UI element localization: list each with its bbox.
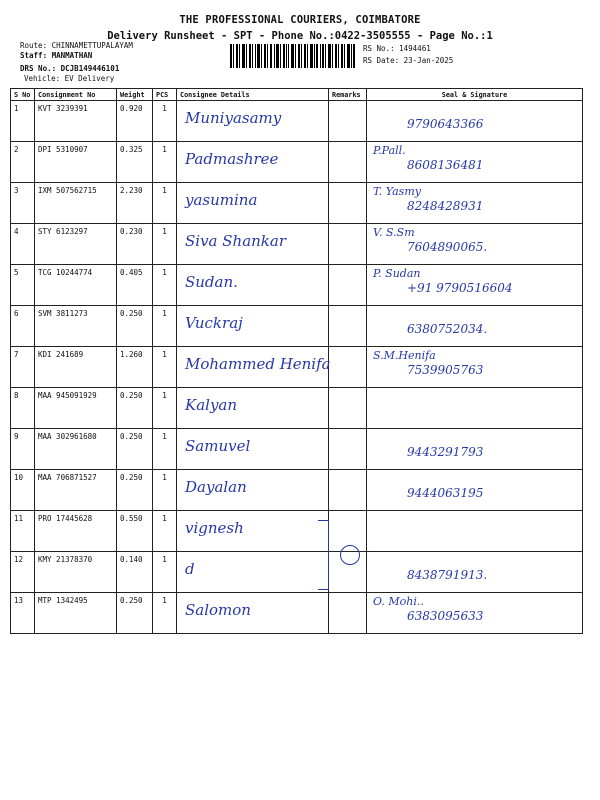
- sno-cell: 2: [11, 142, 35, 183]
- weight-cell: 2.230: [117, 183, 153, 224]
- pcs-cell: 1: [153, 224, 177, 265]
- consignment-number-cell: KMY 21378370: [35, 552, 117, 593]
- remarks-cell: [329, 142, 367, 183]
- signature-cell: [367, 388, 583, 429]
- col-signature-header: Seal & Signature: [367, 89, 583, 101]
- consignee-handwriting: Vuckraj: [185, 314, 243, 332]
- weight-cell: 0.250: [117, 429, 153, 470]
- pcs-cell: 1: [153, 142, 177, 183]
- consignee-handwriting: vignesh: [185, 519, 244, 537]
- consignee-handwriting: Siva Shankar: [185, 232, 287, 250]
- phone-handwriting: +91 9790516604: [407, 281, 513, 295]
- sno-cell: 12: [11, 552, 35, 593]
- phone-handwriting: 9790643366: [407, 117, 484, 131]
- col-pcs-header: PCS: [153, 89, 177, 101]
- weight-cell: 0.250: [117, 470, 153, 511]
- table-row: [11, 511, 583, 552]
- signature-handwriting: P. Sudan: [373, 267, 421, 280]
- pcs-cell: 1: [153, 265, 177, 306]
- rs-number: RS No.: 1494461: [363, 44, 431, 53]
- consignee-cell: [177, 593, 329, 634]
- runsheet-table: [10, 88, 583, 634]
- vehicle-label: Vehicle: EV Delivery: [24, 74, 115, 83]
- table-row: [11, 552, 583, 593]
- signature-cell: [367, 142, 583, 183]
- table-row: [11, 265, 583, 306]
- consignee-handwriting: d: [185, 560, 195, 578]
- consignment-number-cell: MAA 302961680: [35, 429, 117, 470]
- consignment-number-cell: KVT 3239391: [35, 101, 117, 142]
- consignment-number-cell: SVM 3811273: [35, 306, 117, 347]
- remarks-cell: [329, 101, 367, 142]
- col-weight-header: Weight: [117, 89, 153, 101]
- consignee-cell: [177, 347, 329, 388]
- remarks-cell: [329, 224, 367, 265]
- consignee-handwriting: Padmashree: [185, 150, 279, 168]
- signature-cell: [367, 552, 583, 593]
- consignee-handwriting: Salomon: [185, 601, 251, 619]
- weight-cell: 0.920: [117, 101, 153, 142]
- consignee-bracket-mark: [318, 520, 329, 590]
- weight-cell: 0.250: [117, 593, 153, 634]
- table-row: [11, 470, 583, 511]
- consignee-cell: [177, 552, 329, 593]
- pcs-cell: 1: [153, 593, 177, 634]
- consignment-number-cell: MAA 945091929: [35, 388, 117, 429]
- phone-handwriting: 9443291793: [407, 445, 484, 459]
- consignment-number-cell: MTP 1342495: [35, 593, 117, 634]
- signature-handwriting: V. S.Sm: [373, 226, 415, 239]
- consignee-cell: [177, 429, 329, 470]
- sno-cell: 10: [11, 470, 35, 511]
- consignee-handwriting: Kalyan: [185, 396, 238, 414]
- phone-handwriting: 7604890065.: [407, 240, 488, 254]
- consignee-cell: [177, 142, 329, 183]
- col-sno-header: S No: [11, 89, 35, 101]
- signature-cell: [367, 306, 583, 347]
- weight-cell: 0.230: [117, 224, 153, 265]
- signature-cell: [367, 224, 583, 265]
- table-row: [11, 429, 583, 470]
- signature-cell: [367, 593, 583, 634]
- weight-cell: 0.325: [117, 142, 153, 183]
- table-row: [11, 224, 583, 265]
- pcs-cell: 1: [153, 388, 177, 429]
- pcs-cell: 1: [153, 470, 177, 511]
- signature-handwriting: S.M.Henifa: [373, 349, 436, 362]
- col-consignment-header: Consignment No: [35, 89, 117, 101]
- consignee-handwriting: yasumina: [185, 191, 258, 209]
- table-row: [11, 347, 583, 388]
- consignee-cell: [177, 511, 329, 552]
- signature-cell: [367, 183, 583, 224]
- table-header-row: [11, 89, 583, 101]
- runsheet-subtitle: Delivery Runsheet - SPT - Phone No.:0422-3505555 - Page No.:1: [107, 30, 493, 42]
- staff-label: Staff: MANMATHAN: [20, 51, 93, 60]
- consignee-cell: [177, 101, 329, 142]
- sno-cell: 6: [11, 306, 35, 347]
- consignment-number-cell: IXM 507562715: [35, 183, 117, 224]
- remarks-cell: [329, 388, 367, 429]
- consignee-cell: [177, 388, 329, 429]
- table-row: [11, 388, 583, 429]
- consignment-number-cell: STY 6123297: [35, 224, 117, 265]
- phone-handwriting: 6383095633: [407, 609, 484, 623]
- consignee-handwriting: Muniyasamy: [185, 109, 282, 127]
- consignee-handwriting: Sudan.: [185, 273, 238, 291]
- sno-cell: 1: [11, 101, 35, 142]
- consignee-cell: [177, 265, 329, 306]
- sno-cell: 3: [11, 183, 35, 224]
- table-row: [11, 593, 583, 634]
- company-title: THE PROFESSIONAL COURIERS, COIMBATORE: [179, 14, 421, 26]
- remarks-cell: [329, 265, 367, 306]
- phone-handwriting: 8248428931: [407, 199, 484, 213]
- consignment-number-cell: PRO 17445628: [35, 511, 117, 552]
- consignee-handwriting: Dayalan: [185, 478, 247, 496]
- table-row: [11, 101, 583, 142]
- weight-cell: 0.250: [117, 306, 153, 347]
- consignee-handwriting: Mohammed Henifa: [185, 355, 331, 373]
- rs-date: RS Date: 23-Jan-2025: [363, 56, 454, 65]
- pcs-cell: 1: [153, 552, 177, 593]
- sno-cell: 8: [11, 388, 35, 429]
- signature-cell: [367, 265, 583, 306]
- table-row: [11, 306, 583, 347]
- sno-cell: 9: [11, 429, 35, 470]
- remarks-cell: [329, 183, 367, 224]
- consignment-number-cell: KDI 241689: [35, 347, 117, 388]
- phone-handwriting: 9444063195: [407, 486, 484, 500]
- sno-cell: 11: [11, 511, 35, 552]
- phone-handwriting: 6380752034.: [407, 322, 488, 336]
- barcode-image: [230, 44, 355, 68]
- remarks-cell: [329, 470, 367, 511]
- sno-cell: 13: [11, 593, 35, 634]
- pcs-cell: 1: [153, 511, 177, 552]
- consignee-cell: [177, 183, 329, 224]
- pcs-cell: 1: [153, 101, 177, 142]
- table-row: [11, 142, 583, 183]
- remarks-cell: [329, 347, 367, 388]
- signature-cell: [367, 470, 583, 511]
- pcs-cell: 1: [153, 306, 177, 347]
- signature-cell: [367, 101, 583, 142]
- consignee-cell: [177, 306, 329, 347]
- pcs-cell: 1: [153, 183, 177, 224]
- route-label: Route: CHINNAMETTUPALAYAM: [20, 41, 133, 50]
- phone-handwriting: 8438791913.: [407, 568, 488, 582]
- consignee-cell: [177, 224, 329, 265]
- weight-cell: 0.405: [117, 265, 153, 306]
- consignment-number-cell: MAA 706871527: [35, 470, 117, 511]
- consignee-handwriting: Samuvel: [185, 437, 251, 455]
- drs-number: DRS No.: DCJB149446101: [20, 64, 120, 73]
- signature-handwriting: T. Yasmy: [373, 185, 421, 198]
- circled-mark: [340, 545, 360, 565]
- weight-cell: 0.250: [117, 388, 153, 429]
- pcs-cell: 1: [153, 347, 177, 388]
- remarks-cell: [329, 593, 367, 634]
- table-row: [11, 183, 583, 224]
- weight-cell: 0.140: [117, 552, 153, 593]
- signature-cell: [367, 429, 583, 470]
- consignment-number-cell: TCG 10244774: [35, 265, 117, 306]
- signature-cell: [367, 347, 583, 388]
- consignment-number-cell: DPI 5310907: [35, 142, 117, 183]
- weight-cell: 0.550: [117, 511, 153, 552]
- col-remarks-header: Remarks: [329, 89, 367, 101]
- sno-cell: 5: [11, 265, 35, 306]
- remarks-cell: [329, 306, 367, 347]
- signature-handwriting: O. Mohi..: [373, 595, 424, 608]
- col-consignee-header: Consignee Details: [177, 89, 329, 101]
- sno-cell: 7: [11, 347, 35, 388]
- phone-handwriting: 8608136481: [407, 158, 484, 172]
- pcs-cell: 1: [153, 429, 177, 470]
- signature-cell: [367, 511, 583, 552]
- consignee-cell: [177, 470, 329, 511]
- remarks-cell: [329, 429, 367, 470]
- weight-cell: 1.260: [117, 347, 153, 388]
- sno-cell: 4: [11, 224, 35, 265]
- signature-handwriting: P.Pall.: [373, 144, 406, 157]
- phone-handwriting: 7539905763: [407, 363, 484, 377]
